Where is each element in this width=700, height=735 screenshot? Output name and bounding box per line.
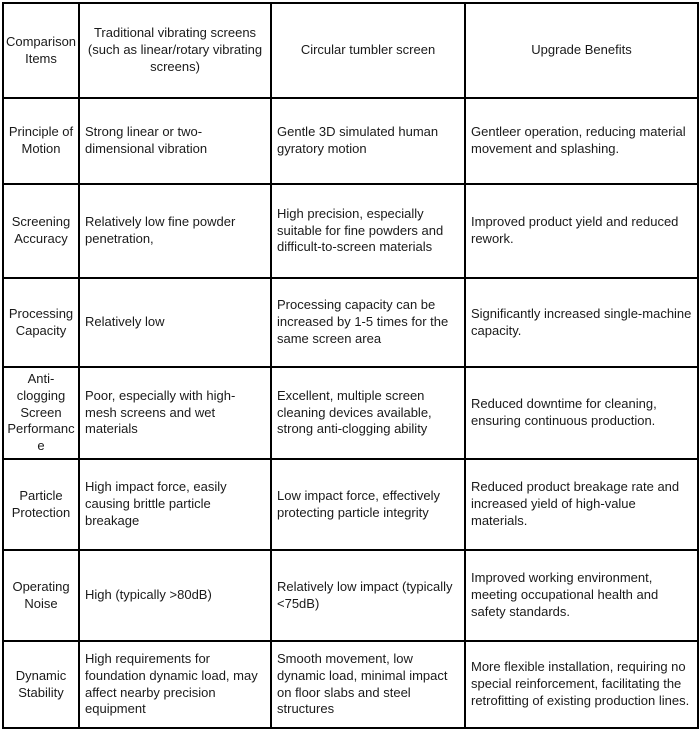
table-row-processing-capacity (3, 278, 698, 367)
traditional-cell: Poor, especially with high-mesh screens and wet materials (79, 367, 271, 459)
tumbler-cell: High precision, especially suitable for fine powders and difficult-to-screen materials (271, 184, 465, 278)
tumbler-cell: Processing capacity can be increased by 1-5 times for the same screen area (271, 278, 465, 367)
benefit-cell: Reduced product breakage rate and increased yield of high-value materials. (465, 459, 698, 550)
benefit-cell: Improved product yield and reduced rework. (465, 184, 698, 278)
tumbler-cell: Smooth movement, low dynamic load, minimal impact on floor slabs and steel structures (271, 641, 465, 728)
comparison-table (2, 2, 699, 729)
traditional-cell: Relatively low (79, 278, 271, 367)
benefit-cell: Significantly increased single-machine capacity. (465, 278, 698, 367)
benefit-cell: Improved working environment, meeting occupational health and safety standards. (465, 550, 698, 641)
table-row-dynamic-stability (3, 641, 698, 728)
traditional-cell: Relatively low fine powder penetration, (79, 184, 271, 278)
row-label-cell: Principle of Motion (3, 98, 79, 184)
header-traditional-screens: Traditional vibrating screens (such as linear/rotary vibrating screens) (79, 3, 271, 98)
header-comparison-items: Comparison Items (3, 3, 79, 98)
tumbler-cell: Excellent, multiple screen cleaning devices available, strong anti-clogging ability (271, 367, 465, 459)
row-label-cell: Dynamic Stability (3, 641, 79, 728)
tumbler-cell: Low impact force, effectively protecting particle integrity (271, 459, 465, 550)
tumbler-cell: Relatively low impact (typically <75dB) (271, 550, 465, 641)
header-tumbler-screen: Circular tumbler screen (271, 3, 465, 98)
table-row-principle-of-motion (3, 98, 698, 184)
benefit-cell: More flexible installation, requiring no special reinforcement, facilitating the retrofitting of existing production lines. (465, 641, 698, 728)
table-row-particle-protection (3, 459, 698, 550)
row-label-cell: Screening Accuracy (3, 184, 79, 278)
row-label-cell: Anti-clogging Screen Performance (3, 367, 79, 459)
row-label-cell: Operating Noise (3, 550, 79, 641)
traditional-cell: High (typically >80dB) (79, 550, 271, 641)
tumbler-cell: Gentle 3D simulated human gyratory motion (271, 98, 465, 184)
table-row-screening-accuracy (3, 184, 698, 278)
traditional-cell: Strong linear or two-dimensional vibration (79, 98, 271, 184)
row-label-cell: Particle Protection (3, 459, 79, 550)
header-upgrade-benefits: Upgrade Benefits (465, 3, 698, 98)
benefit-cell: Gentleer operation, reducing material movement and splashing. (465, 98, 698, 184)
table-row-anti-clogging (3, 367, 698, 459)
traditional-cell: High requirements for foundation dynamic load, may affect nearby precision equipment (79, 641, 271, 728)
row-label-cell: Processing Capacity (3, 278, 79, 367)
table-row-operating-noise (3, 550, 698, 641)
traditional-cell: High impact force, easily causing brittle particle breakage (79, 459, 271, 550)
benefit-cell: Reduced downtime for cleaning, ensuring continuous production. (465, 367, 698, 459)
header-row (3, 3, 698, 98)
